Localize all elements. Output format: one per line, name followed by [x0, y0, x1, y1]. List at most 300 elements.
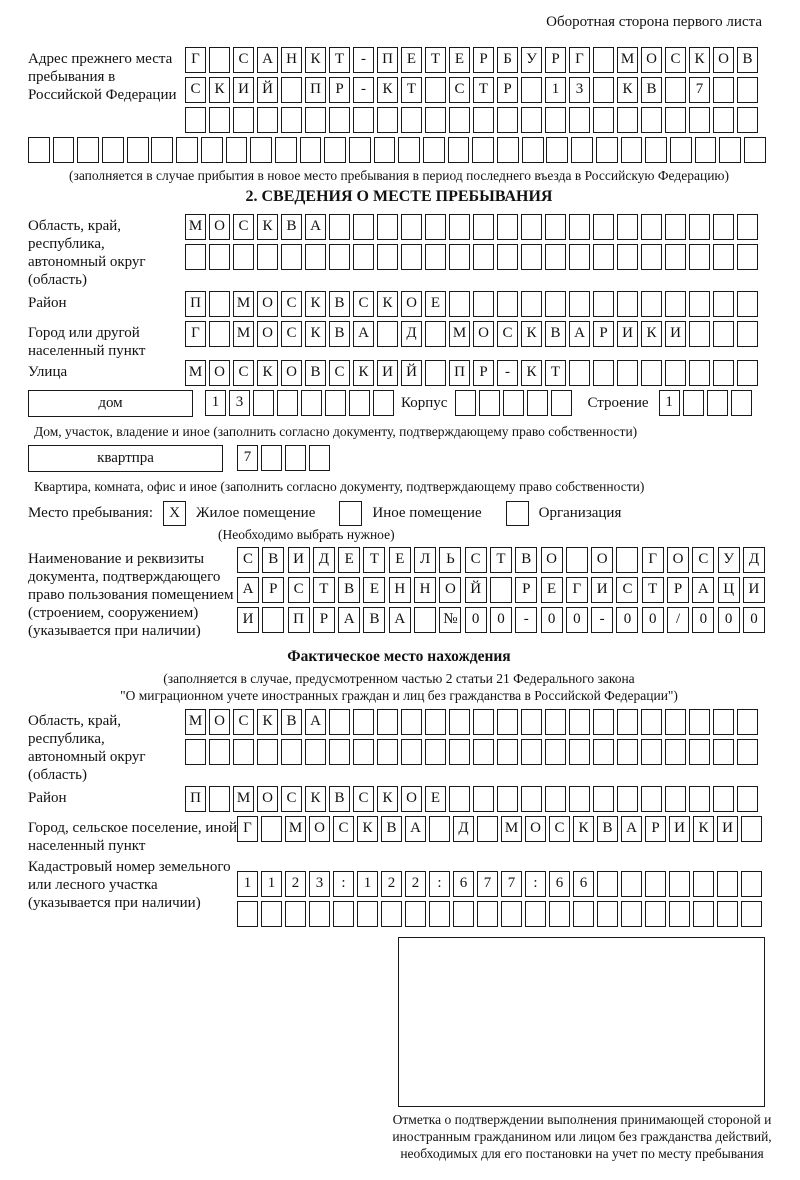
char-box[interactable]: П — [185, 291, 206, 317]
char-box[interactable] — [719, 137, 741, 163]
char-box[interactable]: У — [521, 47, 542, 73]
char-box[interactable] — [377, 321, 398, 347]
char-box[interactable] — [226, 137, 248, 163]
char-box[interactable]: Р — [313, 607, 335, 633]
char-box[interactable]: Й — [401, 360, 422, 386]
char-box[interactable]: А — [305, 214, 326, 240]
char-box[interactable]: Т — [545, 360, 566, 386]
char-box[interactable]: О — [401, 786, 422, 812]
char-box[interactable] — [449, 291, 470, 317]
char-box[interactable] — [689, 107, 710, 133]
char-box[interactable] — [641, 709, 662, 735]
char-box[interactable]: 0 — [616, 607, 638, 633]
char-box[interactable] — [617, 291, 638, 317]
char-box[interactable]: Г — [185, 47, 206, 73]
char-box[interactable] — [473, 291, 494, 317]
char-box[interactable] — [253, 390, 274, 416]
char-box[interactable] — [573, 901, 594, 927]
char-box[interactable]: Н — [281, 47, 302, 73]
char-box[interactable] — [641, 244, 662, 270]
char-box[interactable] — [329, 107, 350, 133]
char-box[interactable]: К — [689, 47, 710, 73]
char-box[interactable] — [545, 107, 566, 133]
char-box[interactable] — [713, 786, 734, 812]
char-box[interactable] — [497, 214, 518, 240]
char-box[interactable] — [449, 107, 470, 133]
char-box[interactable]: В — [262, 547, 284, 573]
char-box[interactable] — [329, 709, 350, 735]
char-box[interactable] — [477, 816, 498, 842]
char-box[interactable] — [329, 244, 350, 270]
char-box[interactable] — [305, 244, 326, 270]
char-box[interactable]: Ь — [439, 547, 461, 573]
char-box[interactable] — [617, 107, 638, 133]
char-box[interactable] — [401, 244, 422, 270]
char-box[interactable]: О — [401, 291, 422, 317]
char-box[interactable]: М — [501, 816, 522, 842]
char-box[interactable] — [257, 739, 278, 765]
char-box[interactable]: Р — [329, 77, 350, 103]
char-box[interactable] — [566, 547, 588, 573]
char-box[interactable]: Е — [401, 47, 422, 73]
char-box[interactable] — [455, 390, 476, 416]
char-box[interactable] — [521, 291, 542, 317]
char-box[interactable]: О — [309, 816, 330, 842]
char-box[interactable]: М — [233, 321, 254, 347]
char-box[interactable]: № — [439, 607, 461, 633]
char-box[interactable]: 1 — [261, 871, 282, 897]
char-box[interactable] — [707, 390, 728, 416]
char-box[interactable]: В — [338, 577, 360, 603]
char-box[interactable] — [405, 901, 426, 927]
char-box[interactable] — [209, 321, 230, 347]
char-box[interactable]: И — [237, 607, 259, 633]
char-box[interactable] — [617, 739, 638, 765]
char-box[interactable]: О — [209, 214, 230, 240]
char-box[interactable]: М — [233, 291, 254, 317]
char-box[interactable] — [717, 901, 738, 927]
char-box[interactable] — [593, 77, 614, 103]
char-box[interactable] — [357, 901, 378, 927]
char-box[interactable] — [473, 709, 494, 735]
char-box[interactable]: С — [353, 291, 374, 317]
char-box[interactable] — [545, 244, 566, 270]
char-box[interactable]: 0 — [743, 607, 765, 633]
char-box[interactable]: О — [541, 547, 563, 573]
char-box[interactable]: М — [185, 709, 206, 735]
char-box[interactable] — [521, 739, 542, 765]
char-box[interactable] — [374, 137, 396, 163]
char-box[interactable]: Р — [593, 321, 614, 347]
char-box[interactable]: М — [185, 214, 206, 240]
char-box[interactable] — [209, 786, 230, 812]
char-box[interactable] — [377, 739, 398, 765]
char-box[interactable]: О — [473, 321, 494, 347]
char-box[interactable]: О — [209, 709, 230, 735]
char-box[interactable]: Т — [401, 77, 422, 103]
char-box[interactable]: С — [665, 47, 686, 73]
char-box[interactable] — [377, 214, 398, 240]
char-box[interactable] — [237, 901, 258, 927]
char-box[interactable] — [593, 214, 614, 240]
char-box[interactable] — [473, 244, 494, 270]
char-box[interactable]: С — [233, 709, 254, 735]
char-box[interactable]: 0 — [642, 607, 664, 633]
char-box[interactable]: К — [521, 360, 542, 386]
char-box[interactable]: В — [305, 360, 326, 386]
char-box[interactable] — [353, 244, 374, 270]
char-box[interactable]: В — [281, 214, 302, 240]
char-box[interactable]: С — [692, 547, 714, 573]
char-box[interactable]: 0 — [566, 607, 588, 633]
char-box[interactable] — [645, 901, 666, 927]
char-box[interactable]: В — [329, 321, 350, 347]
char-box[interactable]: Г — [185, 321, 206, 347]
char-box[interactable]: Т — [329, 47, 350, 73]
char-box[interactable]: С — [616, 577, 638, 603]
char-box[interactable] — [325, 390, 346, 416]
char-box[interactable]: Р — [473, 360, 494, 386]
char-box[interactable] — [569, 739, 590, 765]
char-box[interactable] — [261, 445, 282, 471]
char-box[interactable] — [473, 214, 494, 240]
char-box[interactable]: М — [233, 786, 254, 812]
char-box[interactable] — [641, 786, 662, 812]
char-box[interactable] — [261, 816, 282, 842]
char-box[interactable] — [209, 47, 230, 73]
char-box[interactable] — [731, 390, 752, 416]
char-box[interactable]: : — [333, 871, 354, 897]
char-box[interactable]: 7 — [477, 871, 498, 897]
char-box[interactable] — [546, 137, 568, 163]
char-box[interactable] — [102, 137, 124, 163]
char-box[interactable] — [503, 390, 524, 416]
char-box[interactable] — [621, 871, 642, 897]
char-box[interactable] — [261, 901, 282, 927]
char-box[interactable] — [713, 214, 734, 240]
char-box[interactable] — [477, 901, 498, 927]
char-box[interactable] — [490, 577, 512, 603]
char-box[interactable]: А — [569, 321, 590, 347]
char-box[interactable]: В — [281, 709, 302, 735]
char-box[interactable] — [401, 739, 422, 765]
char-box[interactable]: С — [233, 47, 254, 73]
char-box[interactable] — [449, 244, 470, 270]
char-box[interactable]: И — [288, 547, 310, 573]
char-box[interactable] — [53, 137, 75, 163]
char-box[interactable]: Н — [389, 577, 411, 603]
char-box[interactable]: Г — [237, 816, 258, 842]
char-box[interactable] — [617, 360, 638, 386]
char-box[interactable]: А — [353, 321, 374, 347]
char-box[interactable] — [545, 709, 566, 735]
char-box[interactable] — [257, 107, 278, 133]
char-box[interactable]: С — [233, 214, 254, 240]
char-box[interactable] — [737, 107, 758, 133]
char-box[interactable] — [737, 739, 758, 765]
char-box[interactable]: 0 — [490, 607, 512, 633]
char-box[interactable] — [501, 901, 522, 927]
char-box[interactable] — [398, 137, 420, 163]
char-box[interactable] — [425, 77, 446, 103]
char-box[interactable] — [593, 47, 614, 73]
char-box[interactable]: Р — [473, 47, 494, 73]
char-box[interactable] — [569, 244, 590, 270]
char-box[interactable]: В — [597, 816, 618, 842]
char-box[interactable] — [641, 214, 662, 240]
char-box[interactable] — [414, 607, 436, 633]
char-box[interactable] — [497, 709, 518, 735]
char-box[interactable]: А — [389, 607, 411, 633]
char-box[interactable]: К — [617, 77, 638, 103]
char-box[interactable]: 7 — [689, 77, 710, 103]
char-box[interactable]: К — [377, 77, 398, 103]
char-box[interactable]: Е — [363, 577, 385, 603]
char-box[interactable]: 1 — [659, 390, 680, 416]
char-box[interactable] — [285, 445, 306, 471]
char-box[interactable] — [593, 709, 614, 735]
char-box[interactable]: Е — [449, 47, 470, 73]
char-box[interactable] — [545, 739, 566, 765]
char-box[interactable] — [401, 107, 422, 133]
char-box[interactable] — [497, 244, 518, 270]
char-box[interactable] — [127, 137, 149, 163]
char-box[interactable]: 2 — [285, 871, 306, 897]
char-box[interactable]: Е — [425, 786, 446, 812]
char-box[interactable]: О — [713, 47, 734, 73]
char-box[interactable] — [497, 786, 518, 812]
char-box[interactable]: П — [449, 360, 470, 386]
char-box[interactable] — [713, 321, 734, 347]
char-box[interactable] — [689, 214, 710, 240]
char-box[interactable] — [527, 390, 548, 416]
char-box[interactable] — [497, 739, 518, 765]
char-box[interactable]: К — [377, 786, 398, 812]
char-box[interactable]: Д — [401, 321, 422, 347]
char-box[interactable]: 0 — [692, 607, 714, 633]
char-box[interactable] — [641, 107, 662, 133]
char-box[interactable] — [669, 871, 690, 897]
char-box[interactable] — [737, 291, 758, 317]
char-box[interactable] — [209, 107, 230, 133]
char-box[interactable] — [77, 137, 99, 163]
char-box[interactable] — [449, 739, 470, 765]
char-box[interactable] — [713, 77, 734, 103]
char-box[interactable] — [551, 390, 572, 416]
char-box[interactable]: Ц — [718, 577, 740, 603]
char-box[interactable]: В — [381, 816, 402, 842]
char-box[interactable] — [689, 360, 710, 386]
char-box[interactable] — [425, 709, 446, 735]
char-box[interactable] — [593, 291, 614, 317]
char-box[interactable] — [425, 360, 446, 386]
char-box[interactable]: А — [237, 577, 259, 603]
char-box[interactable] — [689, 709, 710, 735]
char-box[interactable] — [281, 739, 302, 765]
char-box[interactable] — [569, 709, 590, 735]
char-box[interactable] — [693, 871, 714, 897]
checkbox-residential[interactable]: X — [163, 501, 186, 526]
char-box[interactable] — [209, 291, 230, 317]
char-box[interactable]: Т — [363, 547, 385, 573]
char-box[interactable]: Д — [453, 816, 474, 842]
char-box[interactable]: Е — [425, 291, 446, 317]
char-box[interactable] — [545, 291, 566, 317]
char-box[interactable] — [621, 901, 642, 927]
char-box[interactable] — [473, 786, 494, 812]
char-box[interactable] — [617, 786, 638, 812]
char-box[interactable]: И — [743, 577, 765, 603]
char-box[interactable]: 0 — [465, 607, 487, 633]
char-box[interactable] — [381, 901, 402, 927]
char-box[interactable] — [737, 786, 758, 812]
char-box[interactable] — [645, 137, 667, 163]
char-box[interactable]: М — [449, 321, 470, 347]
char-box[interactable] — [616, 547, 638, 573]
char-box[interactable]: К — [257, 360, 278, 386]
char-box[interactable] — [305, 739, 326, 765]
char-box[interactable] — [665, 709, 686, 735]
char-box[interactable] — [621, 137, 643, 163]
char-box[interactable] — [425, 244, 446, 270]
char-box[interactable]: К — [357, 816, 378, 842]
char-box[interactable] — [329, 214, 350, 240]
char-box[interactable]: С — [353, 786, 374, 812]
char-box[interactable]: Г — [566, 577, 588, 603]
char-box[interactable]: О — [257, 786, 278, 812]
char-box[interactable]: В — [329, 786, 350, 812]
char-box[interactable] — [353, 214, 374, 240]
char-box[interactable] — [737, 360, 758, 386]
char-box[interactable]: - — [353, 47, 374, 73]
char-box[interactable]: О — [257, 291, 278, 317]
char-box[interactable]: У — [718, 547, 740, 573]
char-box[interactable] — [593, 739, 614, 765]
char-box[interactable]: Т — [313, 577, 335, 603]
char-box[interactable] — [333, 901, 354, 927]
char-box[interactable] — [473, 107, 494, 133]
char-box[interactable]: А — [405, 816, 426, 842]
char-box[interactable]: Т — [642, 577, 664, 603]
char-box[interactable]: М — [185, 360, 206, 386]
char-box[interactable]: П — [377, 47, 398, 73]
char-box[interactable]: 6 — [573, 871, 594, 897]
char-box[interactable]: : — [525, 871, 546, 897]
char-box[interactable]: 6 — [453, 871, 474, 897]
char-box[interactable]: - — [591, 607, 613, 633]
char-box[interactable] — [425, 214, 446, 240]
char-box[interactable] — [569, 360, 590, 386]
char-box[interactable] — [353, 709, 374, 735]
char-box[interactable]: И — [617, 321, 638, 347]
char-box[interactable] — [373, 390, 394, 416]
char-box[interactable] — [737, 77, 758, 103]
char-box[interactable]: К — [305, 786, 326, 812]
char-box[interactable] — [423, 137, 445, 163]
char-box[interactable] — [569, 786, 590, 812]
char-box[interactable]: К — [573, 816, 594, 842]
char-box[interactable]: В — [329, 291, 350, 317]
char-box[interactable] — [521, 107, 542, 133]
char-box[interactable]: В — [363, 607, 385, 633]
char-box[interactable]: Е — [338, 547, 360, 573]
house-type-box[interactable]: дом — [28, 390, 193, 417]
char-box[interactable]: С — [549, 816, 570, 842]
char-box[interactable]: Р — [667, 577, 689, 603]
char-box[interactable] — [549, 901, 570, 927]
char-box[interactable] — [377, 107, 398, 133]
char-box[interactable]: В — [545, 321, 566, 347]
char-box[interactable]: А — [692, 577, 714, 603]
char-box[interactable] — [425, 321, 446, 347]
char-box[interactable]: А — [338, 607, 360, 633]
char-box[interactable]: С — [497, 321, 518, 347]
char-box[interactable]: 6 — [549, 871, 570, 897]
char-box[interactable]: И — [665, 321, 686, 347]
char-box[interactable]: С — [281, 786, 302, 812]
char-box[interactable] — [233, 739, 254, 765]
char-box[interactable] — [689, 291, 710, 317]
char-box[interactable]: И — [233, 77, 254, 103]
char-box[interactable] — [737, 244, 758, 270]
char-box[interactable]: О — [257, 321, 278, 347]
char-box[interactable] — [497, 107, 518, 133]
char-box[interactable]: А — [257, 47, 278, 73]
char-box[interactable] — [593, 107, 614, 133]
char-box[interactable] — [28, 137, 50, 163]
char-box[interactable] — [641, 360, 662, 386]
char-box[interactable]: К — [521, 321, 542, 347]
char-box[interactable] — [309, 445, 330, 471]
char-box[interactable] — [301, 390, 322, 416]
char-box[interactable] — [713, 360, 734, 386]
char-box[interactable] — [571, 137, 593, 163]
char-box[interactable] — [262, 607, 284, 633]
char-box[interactable] — [665, 786, 686, 812]
char-box[interactable] — [713, 244, 734, 270]
char-box[interactable] — [689, 739, 710, 765]
char-box[interactable]: К — [377, 291, 398, 317]
char-box[interactable]: К — [305, 321, 326, 347]
char-box[interactable]: Р — [262, 577, 284, 603]
char-box[interactable] — [349, 137, 371, 163]
char-box[interactable] — [713, 739, 734, 765]
apartment-type-box[interactable]: квартпра — [28, 445, 223, 472]
char-box[interactable] — [617, 709, 638, 735]
char-box[interactable] — [257, 244, 278, 270]
char-box[interactable]: Р — [645, 816, 666, 842]
char-box[interactable]: 7 — [237, 445, 258, 471]
char-box[interactable]: 1 — [237, 871, 258, 897]
char-box[interactable]: 2 — [405, 871, 426, 897]
char-box[interactable]: Г — [569, 47, 590, 73]
char-box[interactable] — [209, 244, 230, 270]
char-box[interactable]: А — [305, 709, 326, 735]
char-box[interactable] — [665, 77, 686, 103]
char-box[interactable]: О — [667, 547, 689, 573]
char-box[interactable]: П — [288, 607, 310, 633]
char-box[interactable] — [689, 244, 710, 270]
char-box[interactable]: 0 — [541, 607, 563, 633]
char-box[interactable] — [645, 871, 666, 897]
char-box[interactable] — [521, 77, 542, 103]
char-box[interactable]: 1 — [205, 390, 226, 416]
checkbox-other-premises[interactable] — [339, 501, 362, 526]
char-box[interactable]: М — [285, 816, 306, 842]
char-box[interactable] — [453, 901, 474, 927]
char-box[interactable]: - — [497, 360, 518, 386]
char-box[interactable] — [744, 137, 766, 163]
